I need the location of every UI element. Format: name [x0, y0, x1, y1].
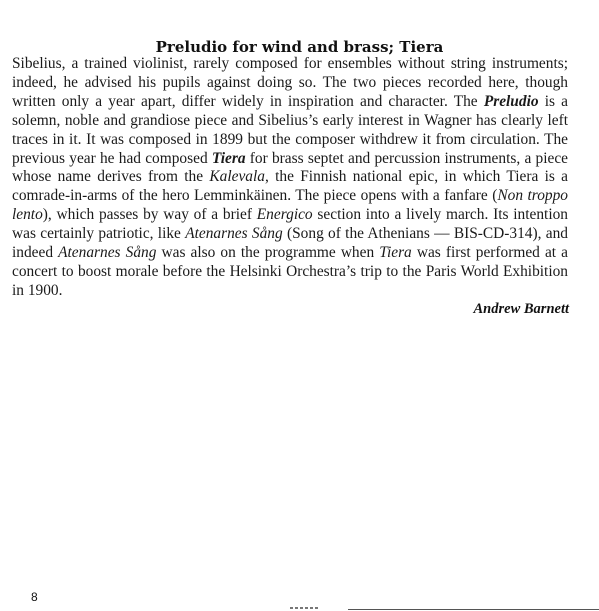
body-text-run: ), which passes by way of a brief [42, 206, 257, 224]
italic-work-atenarnes: Atenarnes Sång [58, 244, 157, 262]
bottom-rule [348, 609, 599, 610]
author-signature: Andrew Barnett [473, 301, 569, 317]
page-number: 8 [31, 590, 38, 604]
body-text-run: , the Finnish national epic, in which Tiera is a comrade-in-arms of the hero Lemminkäinen. The piece opens with a fanfare ( [12, 168, 568, 205]
body-text-run: section into a lively march. Its intention was certainly patriotic, like [12, 206, 568, 243]
body-text-run: for brass septet and percussion instruments, a piece whose name derives from the [12, 149, 568, 186]
italic-tempo-energico: Energico [256, 206, 313, 224]
body-text-run: Sibelius, a trained violinist, rarely composed for ensembles without string instruments; indeed, he advised his pupils against doing so. The two pieces recorded here, though written only a year apart, differ widely in inspiration and character. The [12, 55, 568, 110]
section-title: Preludio for wind and brass; Tiera [155, 38, 444, 56]
italic-tempo-marking: Non troppo lento [12, 187, 568, 224]
body-text-run: was first performed at a concert to boost morale before the Helsinki Orchestra’s trip to the Paris World Exhibition in 1900. [12, 244, 568, 299]
italic-term-kalevala: Kalevala [209, 168, 265, 186]
italic-work-tiera: Tiera [379, 244, 412, 262]
body-text-run: was also on the programme when [156, 244, 380, 262]
body-text-run: (Song of the Athenians — BIS-CD-314), and indeed [12, 225, 568, 262]
italic-work-atenarnes: Atenarnes Sång [185, 225, 283, 243]
work-title-preludio: Preludio [483, 92, 539, 110]
crop-mark [290, 607, 318, 609]
body-text-run: is a solemn, noble and grandiose piece and Sibelius’s early interest in Wagner has clearly left traces in it. It was composed in 1899 but the composer withdrew it from circulation. The previous year he had composed [12, 92, 568, 167]
body-paragraph [12, 55, 568, 301]
work-title-tiera: Tiera [211, 149, 246, 167]
